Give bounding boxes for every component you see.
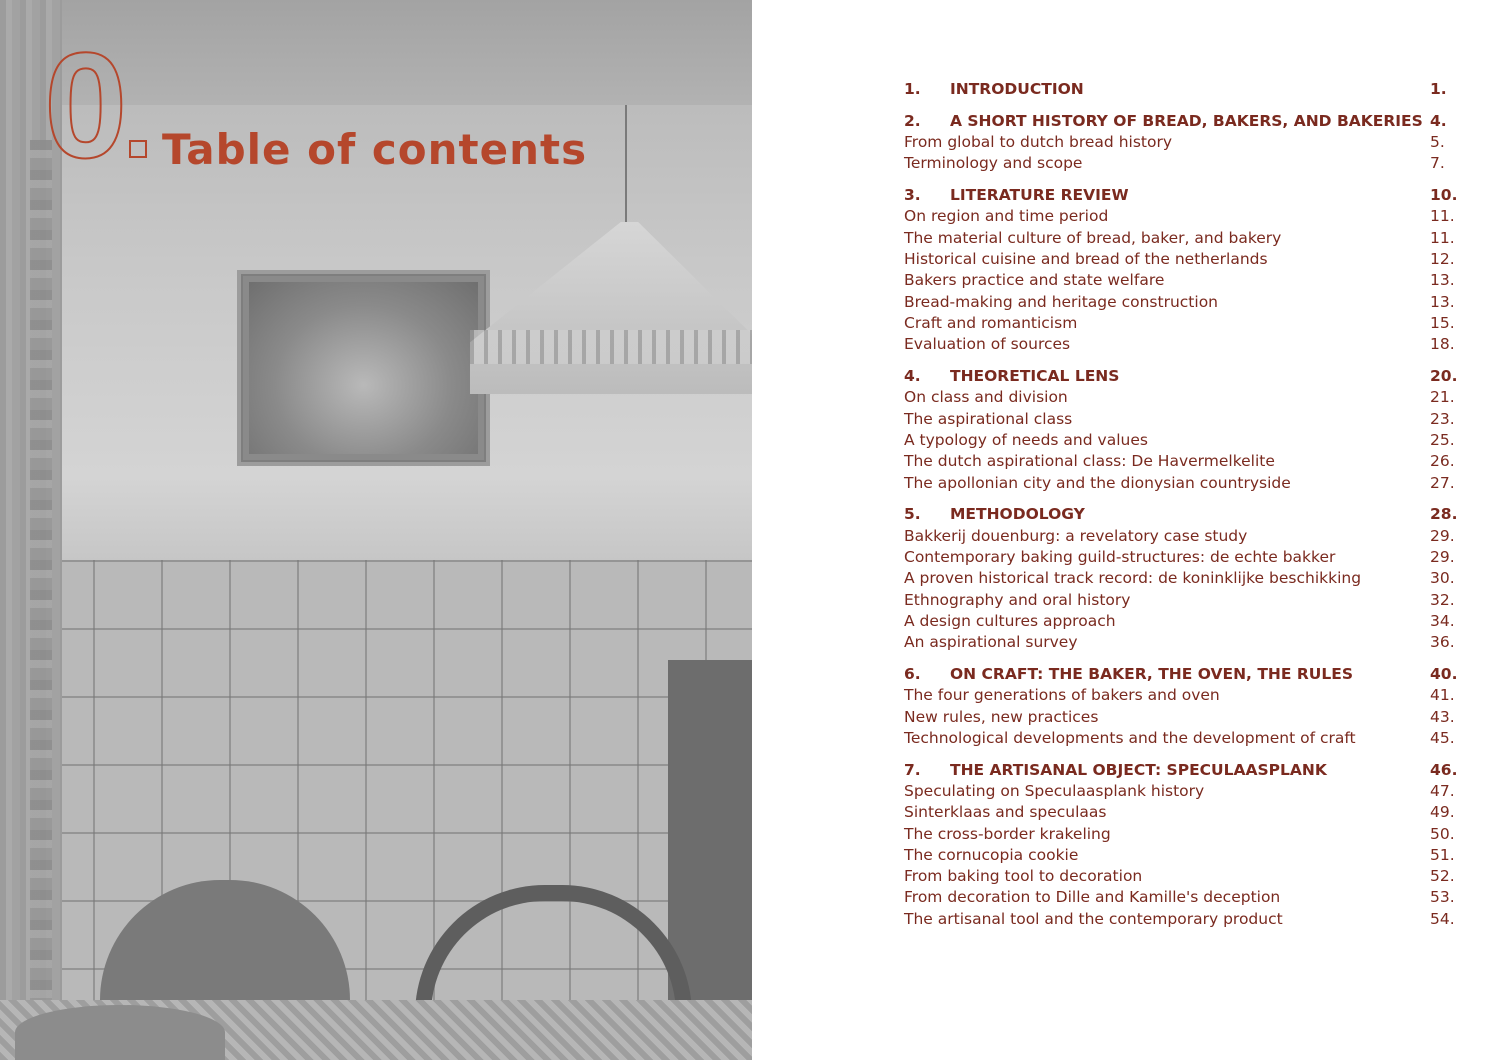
chapter-title: INTRODUCTION: [950, 80, 1084, 98]
photo-lamp-cord: [625, 105, 627, 225]
entry-page: 51.: [1430, 845, 1455, 864]
entry-title: The dutch aspirational class: De Havermelkelite: [904, 452, 1275, 471]
toc-entry[interactable]: [904, 568, 1460, 589]
entry-title: Craft and romanticism: [904, 313, 1078, 332]
toc-entry[interactable]: [904, 824, 1460, 845]
entry-page: 45.: [1430, 728, 1455, 747]
toc-chapter: [904, 111, 1460, 175]
toc-chapter: [904, 185, 1460, 355]
entry-title: From global to dutch bread history: [904, 133, 1173, 152]
chapter-page: 4.: [1430, 111, 1447, 130]
toc-entry[interactable]: [904, 387, 1460, 408]
entry-title: Bakkerij douenburg: a revelatory case study: [904, 526, 1248, 545]
entry-title: The apollonian city and the dionysian countryside: [904, 473, 1291, 492]
entry-title: New rules, new practices: [904, 707, 1099, 726]
entry-page: 29.: [1430, 526, 1455, 545]
toc-entry[interactable]: [904, 313, 1460, 334]
toc-entry[interactable]: [904, 685, 1460, 706]
entry-page: 29.: [1430, 547, 1455, 566]
toc-entry[interactable]: [904, 590, 1460, 611]
entry-page: 32.: [1430, 590, 1455, 609]
photo-lampshade: [470, 222, 752, 394]
chapter-page: 10.: [1430, 186, 1458, 205]
entry-title: Ethnography and oral history: [904, 590, 1131, 609]
table-of-contents: [904, 79, 1460, 940]
entry-page: 11.: [1430, 207, 1455, 226]
entry-title: The material culture of bread, baker, and bakery: [904, 228, 1282, 247]
toc-entry[interactable]: [904, 526, 1460, 547]
chapter-title: THE ARTISANAL OBJECT: SPECULAASPLANK: [950, 760, 1327, 779]
entry-title: Sinterklaas and speculaas: [904, 803, 1107, 822]
toc-chapter: [904, 760, 1460, 930]
entry-title: An aspirational survey: [904, 633, 1078, 652]
toc-chapter: [904, 504, 1460, 653]
toc-entry[interactable]: [904, 430, 1460, 451]
entry-title: Speculating on Speculaasplank history: [904, 781, 1205, 800]
toc-entry[interactable]: [904, 249, 1460, 270]
photo-bowl: [15, 1005, 225, 1060]
entry-title: A typology of needs and values: [904, 430, 1148, 449]
chapter-page: 20.: [1430, 367, 1458, 386]
page-title: Table of contents: [162, 125, 588, 174]
entry-page: 7.: [1430, 154, 1445, 173]
entry-title: The aspirational class: [904, 409, 1073, 428]
entry-page: 41.: [1430, 686, 1455, 705]
entry-page: 5.: [1430, 133, 1445, 152]
entry-title: Terminology and scope: [904, 154, 1083, 173]
toc-chapter-heading[interactable]: [904, 504, 1460, 525]
entry-page: 49.: [1430, 803, 1455, 822]
entry-page: 53.: [1430, 888, 1455, 907]
entry-page: 12.: [1430, 250, 1455, 269]
toc-chapter: [904, 366, 1460, 494]
photo-curtain-trim: [30, 140, 52, 1000]
entry-title: On class and division: [904, 388, 1068, 407]
entry-page: 23.: [1430, 409, 1455, 428]
entry-page: 47.: [1430, 781, 1455, 800]
toc-entry[interactable]: [904, 611, 1460, 632]
toc-entry[interactable]: [904, 707, 1460, 728]
entry-title: Historical cuisine and bread of the netherlands: [904, 250, 1268, 269]
toc-entry[interactable]: [904, 547, 1460, 568]
entry-title: The artisanal tool and the contemporary product: [904, 909, 1283, 928]
toc-entry[interactable]: [904, 866, 1460, 887]
entry-page: 25.: [1430, 430, 1455, 449]
entry-page: 11.: [1430, 228, 1455, 247]
chapter-num: 1.: [904, 80, 921, 98]
toc-chapter-heading[interactable]: [904, 185, 1460, 206]
chapter-title: A SHORT HISTORY OF BREAD, BAKERS, AND BAKERIES: [950, 111, 1423, 130]
toc-entry[interactable]: [904, 451, 1460, 472]
entry-page: 52.: [1430, 867, 1455, 886]
entry-page: 18.: [1430, 335, 1455, 354]
entry-page: 13.: [1430, 292, 1455, 311]
toc-entry[interactable]: [904, 132, 1460, 153]
entry-title: From baking tool to decoration: [904, 867, 1143, 886]
entry-title: A design cultures approach: [904, 611, 1116, 630]
toc-chapter-heading[interactable]: [904, 366, 1460, 387]
chapter-title: LITERATURE REVIEW: [950, 186, 1129, 205]
photo-cabinet: [668, 660, 752, 1000]
toc-entry[interactable]: [904, 206, 1460, 227]
toc-entry[interactable]: [904, 334, 1460, 355]
entry-title: On region and time period: [904, 207, 1109, 226]
toc-entry[interactable]: [904, 887, 1460, 908]
entry-title: Evaluation of sources: [904, 335, 1071, 354]
toc-entry[interactable]: [904, 409, 1460, 430]
toc-entry[interactable]: [904, 728, 1460, 749]
entry-title: The four generations of bakers and oven: [904, 686, 1220, 705]
toc-entry[interactable]: [904, 292, 1460, 313]
chapter-num: 4.: [904, 367, 921, 386]
entry-title: Bakers practice and state welfare: [904, 271, 1165, 290]
entry-title: Contemporary baking guild-structures: de echte bakker: [904, 547, 1336, 566]
toc-entry[interactable]: [904, 781, 1460, 802]
entry-title: From decoration to Dille and Kamille's deception: [904, 888, 1281, 907]
photo-framed-painting: [237, 270, 490, 466]
toc-chapter: [904, 79, 1460, 100]
toc-entry[interactable]: [904, 909, 1460, 930]
entry-page: 43.: [1430, 707, 1455, 726]
entry-page: 50.: [1430, 824, 1455, 843]
entry-title: The cornucopia cookie: [904, 845, 1079, 864]
chapter-title: THEORETICAL LENS: [950, 367, 1120, 386]
chapter-num: 3.: [904, 186, 921, 205]
toc-entry[interactable]: [904, 270, 1460, 291]
toc-chapter-heading[interactable]: [904, 664, 1460, 685]
chapter-page: 28.: [1430, 505, 1458, 524]
square-icon: [129, 140, 147, 158]
chapter-num: 5.: [904, 505, 921, 524]
toc-entry[interactable]: [904, 473, 1460, 494]
entry-title: Bread-making and heritage construction: [904, 292, 1218, 311]
toc-chapter-heading[interactable]: [904, 79, 1460, 100]
entry-page: 30.: [1430, 569, 1455, 588]
photo-lampshade-band: [470, 330, 752, 364]
toc-chapter-heading[interactable]: [904, 111, 1460, 132]
toc-entry[interactable]: [904, 632, 1460, 653]
toc-chapter: [904, 664, 1460, 749]
toc-entry[interactable]: [904, 228, 1460, 249]
toc-chapter-heading[interactable]: [904, 760, 1460, 781]
entry-page: 27.: [1430, 473, 1455, 492]
chapter-num: 7.: [904, 760, 921, 779]
chapter-page: 40.: [1430, 664, 1458, 683]
toc-entry[interactable]: [904, 153, 1460, 174]
toc-entry[interactable]: [904, 845, 1460, 866]
entry-title: The cross-border krakeling: [904, 824, 1111, 843]
entry-title: A proven historical track record: de koninklijke beschikking: [904, 569, 1362, 588]
entry-page: 26.: [1430, 452, 1455, 471]
entry-page: 34.: [1430, 611, 1455, 630]
chapter-number: 0: [44, 21, 128, 189]
entry-title: Technological developments and the development of craft: [904, 728, 1356, 747]
entry-page: 54.: [1430, 909, 1455, 928]
chapter-num: 2.: [904, 111, 921, 130]
chapter-page: 1.: [1430, 80, 1447, 98]
entry-page: 13.: [1430, 271, 1455, 290]
chapter-page: 46.: [1430, 760, 1458, 779]
chapter-num: 6.: [904, 664, 921, 683]
entry-page: 15.: [1430, 313, 1455, 332]
entry-page: 36.: [1430, 633, 1455, 652]
chapter-title: METHODOLOGY: [950, 505, 1085, 524]
entry-page: 21.: [1430, 388, 1455, 407]
chapter-title: ON CRAFT: THE BAKER, THE OVEN, THE RULES: [950, 664, 1354, 683]
toc-entry[interactable]: [904, 802, 1460, 823]
